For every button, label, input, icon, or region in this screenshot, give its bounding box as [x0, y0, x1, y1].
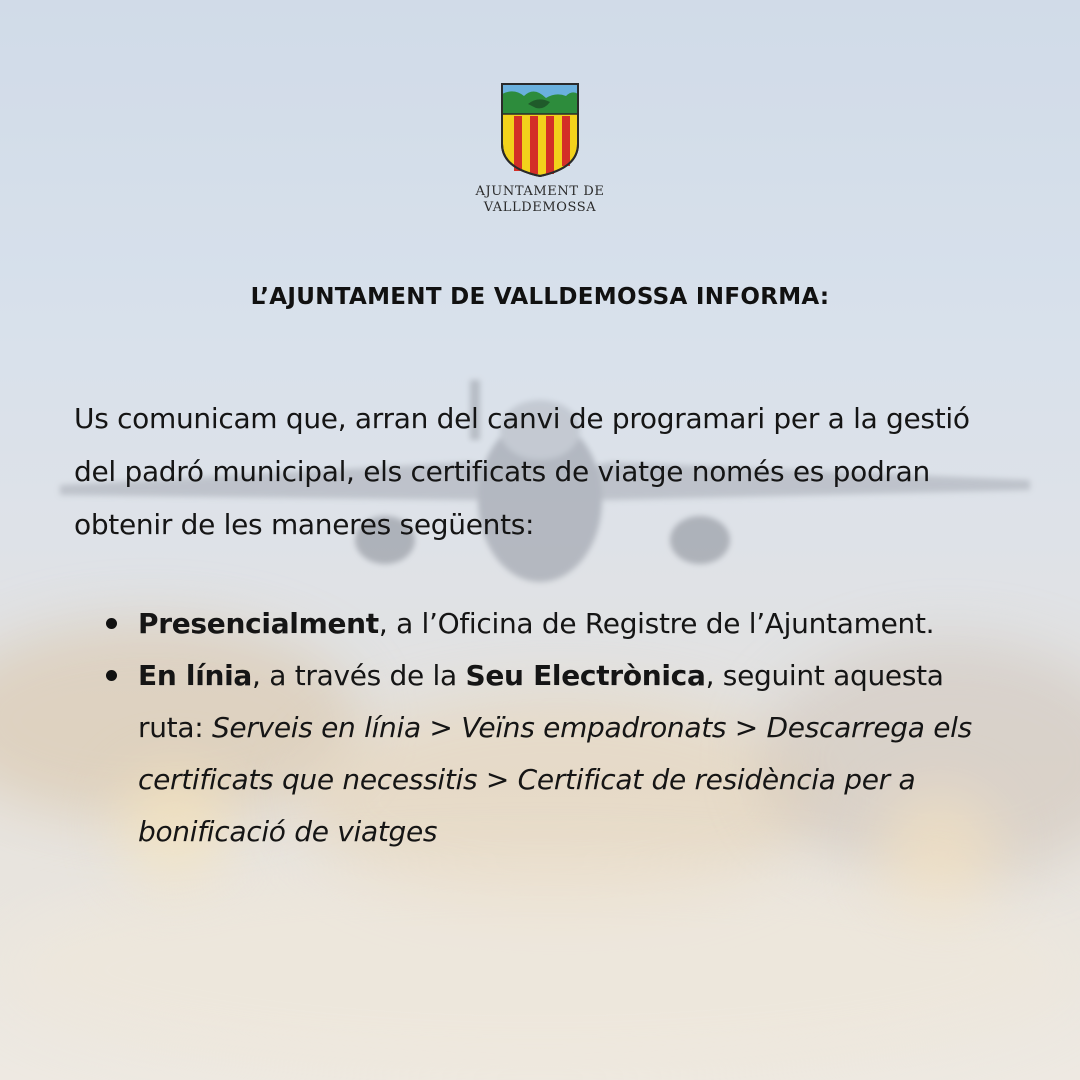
in-person-text: , a l’Oficina de Registre de l’Ajuntament. [378, 607, 935, 640]
online-text-2: , seguint aquesta ruta: [138, 659, 944, 744]
logo-caption-line2: VALLDEMOSSA [483, 200, 597, 215]
page-heading: L’AJUNTAMENT DE VALLDEMOSSA INFORMA: [250, 284, 830, 310]
options-list [102, 598, 1002, 858]
seu-electronica-label: Seu Electrònica [465, 659, 706, 692]
list-item-in-person [102, 598, 1002, 650]
intro-paragraph: Us comunicam que, arran del canvi de programari per a la gestió del padró municipal, els certificats de viatge només es podran obtenir de les maneres següents: [74, 402, 970, 541]
valldemossa-coat-of-arms-logo [500, 82, 580, 178]
online-text-1: , a través de la [252, 659, 466, 692]
bullet-icon [106, 618, 117, 629]
online-route: Serveis en línia > Veïns empadronats > Descarrega els certificats que necessitis > Certificat de residència per a bonificació de viatges [138, 711, 972, 848]
bullet-icon [106, 670, 117, 681]
logo-caption [440, 184, 640, 216]
online-label: En línia [138, 659, 253, 692]
in-person-label: Presencialment [138, 607, 379, 640]
logo-caption-line1: AJUNTAMENT DE [475, 184, 605, 199]
list-item-online [102, 650, 1002, 858]
